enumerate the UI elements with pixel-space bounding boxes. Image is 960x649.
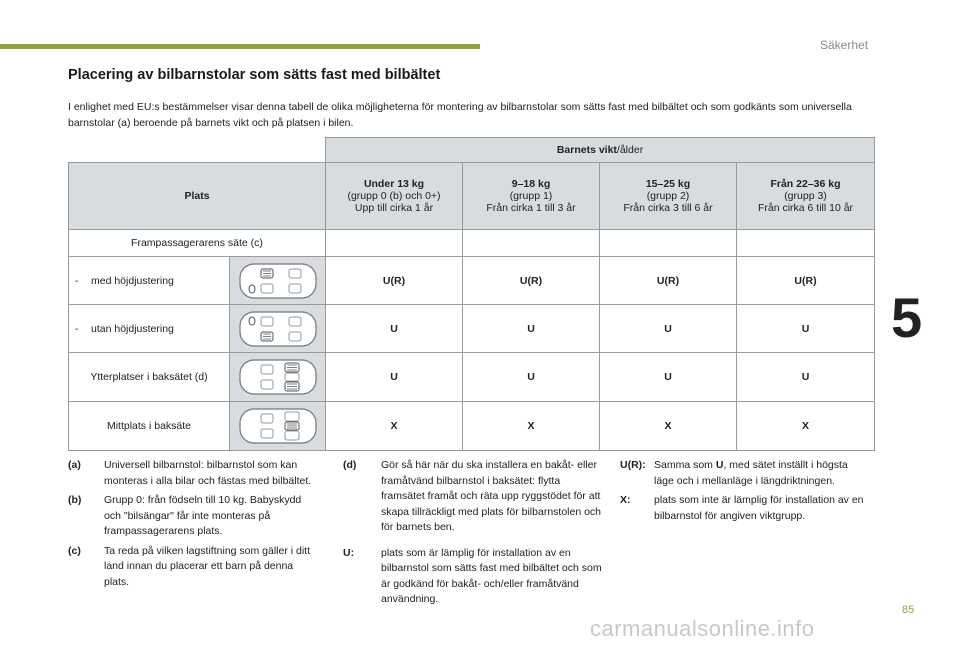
column-header-2: 15–25 kg (grupp 2) Från cirka 3 till 6 år xyxy=(600,163,737,230)
front-seat-label: Frampassagerarens säte (c) xyxy=(69,230,326,257)
legend-column-2 xyxy=(343,458,605,612)
row-label: - med höjdjustering xyxy=(69,257,230,305)
table-row: - utan höjdjustering U U U U xyxy=(69,305,875,353)
column-header-0: Under 13 kg (grupp 0 (b) och 0+) Upp till cirka 1 år xyxy=(326,163,463,230)
intro-paragraph: I enlighet med EU:s bestämmelser visar denna tabell de olika möjligheterna för montering av bilbarnstolar som sätts fast med bilbältet och som godkänts som universella barnstolar (a) beroende på barnets vikt och på platsen i bilen. xyxy=(68,101,852,129)
row-label: Ytterplatser i baksätet (d) xyxy=(69,353,230,402)
car-front-seat-lowered-icon xyxy=(230,305,326,353)
legend-column-3 xyxy=(620,458,870,528)
weight-header-rest: /ålder xyxy=(616,144,644,156)
legend-item: (a) Universell bilbarnstol: bilbarnstol som kan monteras i alla bilar och fästas med bilbältet. xyxy=(68,459,312,487)
watermark: carmanualsonline.info xyxy=(590,616,815,641)
legend-item: (c) Ta reda på vilken lagstiftning som gäller i ditt land innan du placerar ett barn på denna plats. xyxy=(68,544,311,588)
legend-item: X: plats som inte är lämplig för installation av en bilbarnstol för angiven viktgrupp. xyxy=(620,494,864,522)
table-row-front-seat xyxy=(69,230,875,257)
table-row: - med höjdjustering U(R) U(R) U(R) U(R) xyxy=(69,257,875,305)
child-seat-table xyxy=(68,137,875,451)
column-header-3: Från 22–36 kg (grupp 3) Från cirka 6 till 10 år xyxy=(737,163,875,230)
column-header-1: 9–18 kg (grupp 1) Från cirka 1 till 3 år xyxy=(463,163,600,230)
page-title: Placering av bilbarnstolar som sätts fast med bilbältet xyxy=(68,67,441,83)
table-column-header-row xyxy=(69,163,875,230)
table-row: Ytterplatser i baksätet (d) U U U U xyxy=(69,353,875,402)
legend-item: (d) Gör så här när du ska installera en bakåt- eller framåtvänd bilbarnstol i baksätet: flytta framsätet framåt och räta upp ryggstödet för att skapa tillräckligt med plats för bilbarnstolen och för barnets ben. xyxy=(343,459,602,533)
weight-header-bold: Barnets vikt xyxy=(556,144,617,156)
legend-item: U(R): Samma som U, med sätet inställt i högsta läge och i mellanläge i längdriktningen. xyxy=(620,459,848,487)
car-front-seat-raised-icon xyxy=(230,257,326,305)
legend-column-1 xyxy=(68,458,320,594)
chapter-number: 5 xyxy=(891,286,923,349)
table-group-header-row xyxy=(69,138,875,163)
header-accent-bar xyxy=(0,44,480,49)
plats-header: Plats xyxy=(69,163,326,230)
legend-item: (b) Grupp 0: från födseln till 10 kg. Babyskydd och "bilsängar" får inte monteras på frampassagerarens plats. xyxy=(68,494,302,537)
weight-group-header xyxy=(326,138,875,163)
page-number: 85 xyxy=(902,604,915,616)
car-rear-middle-seat-icon xyxy=(230,402,326,451)
car-rear-outer-seats-icon xyxy=(230,353,326,402)
row-label: - utan höjdjustering xyxy=(69,305,230,353)
row-label: Mittplats i baksäte xyxy=(69,402,230,451)
section-title: Säkerhet xyxy=(820,38,869,52)
table-row: Mittplats i baksäte X X X X xyxy=(69,402,875,451)
legend-item: U: plats som är lämplig för installation av en bilbarnstol som sätts fast med bilbältet och som är godkänd för bakåt- och/eller framåtvänd användning. xyxy=(343,546,602,605)
